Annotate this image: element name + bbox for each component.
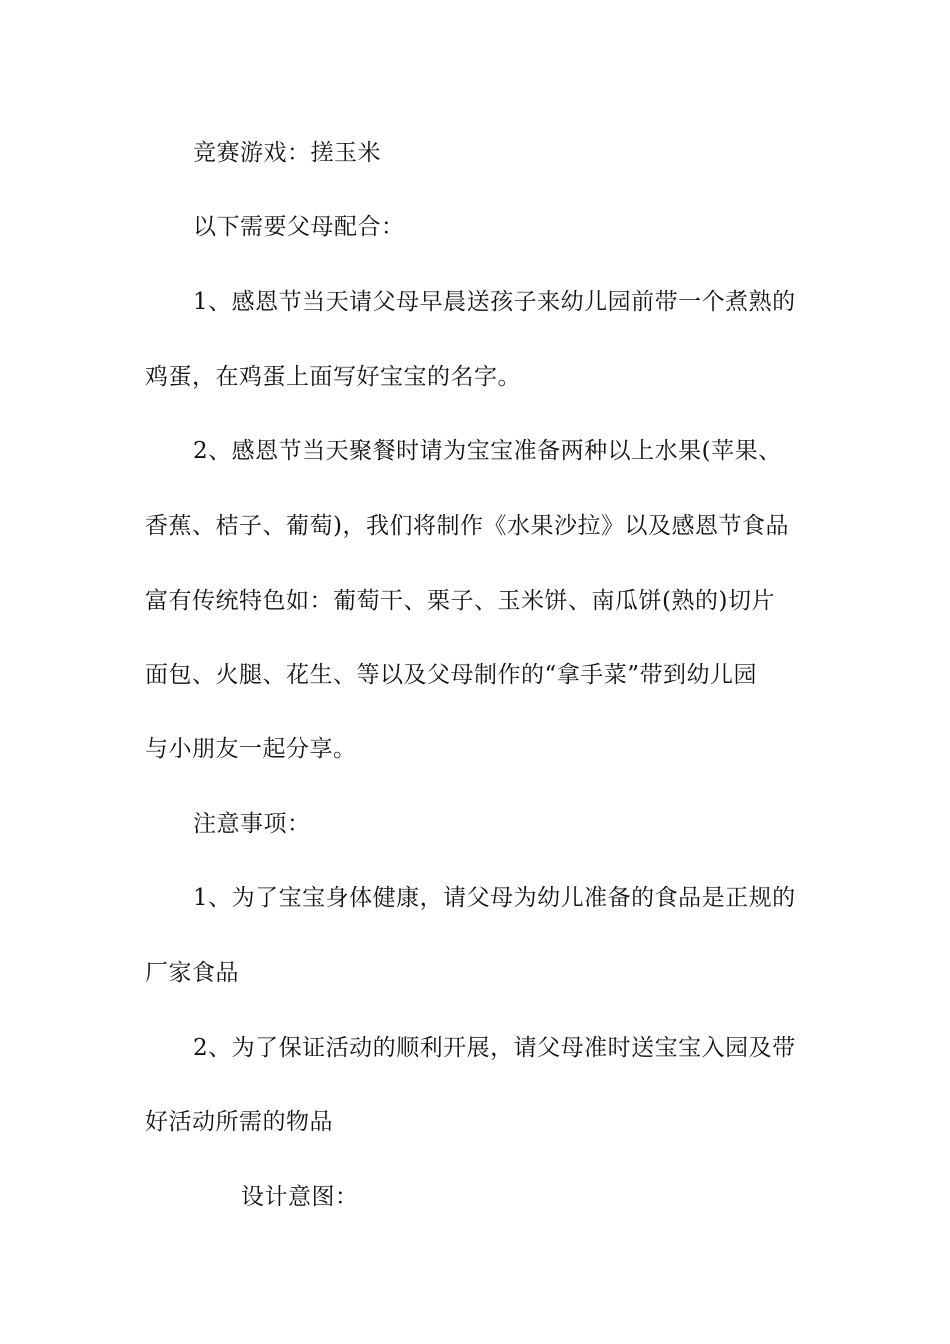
paragraph-line: 2、感恩节当天聚餐时请为宝宝准备两种以上水果(苹果、: [193, 438, 782, 464]
paragraph-line: 好活动所需的物品: [145, 1109, 333, 1135]
paragraph-line: 鸡蛋，在鸡蛋上面写好宝宝的名字。: [145, 364, 521, 390]
paragraph-line: 1、感恩节当天请父母早晨送孩子来幼儿园前带一个煮熟的: [193, 289, 796, 315]
paragraph-line: 富有传统特色如：葡萄干、栗子、玉米饼、南瓜饼(熟的)切片: [145, 588, 775, 614]
paragraph-line: 厂家食品: [145, 960, 239, 986]
paragraph-line: 香蕉、桔子、葡萄)，我们将制作《水果沙拉》以及感恩节食品: [145, 513, 789, 539]
paragraph-line: 2、为了保证活动的顺利开展，请父母准时送宝宝入园及带: [193, 1035, 796, 1061]
paragraph-line: 面包、火腿、花生、等以及父母制作的“拿手菜”带到幼儿园: [145, 662, 758, 688]
heading-design-intent: 设计意图：: [241, 1184, 359, 1210]
paragraph-line: 1、为了宝宝身体健康，请父母为幼儿准备的食品是正规的: [193, 885, 796, 911]
heading-game: 竞赛游戏：搓玉米: [193, 140, 381, 166]
heading-notes: 注意事项：: [193, 811, 311, 837]
paragraph-line: 与小朋友一起分享。: [145, 736, 357, 762]
heading-parent-cooperation: 以下需要父母配合：: [193, 214, 405, 240]
